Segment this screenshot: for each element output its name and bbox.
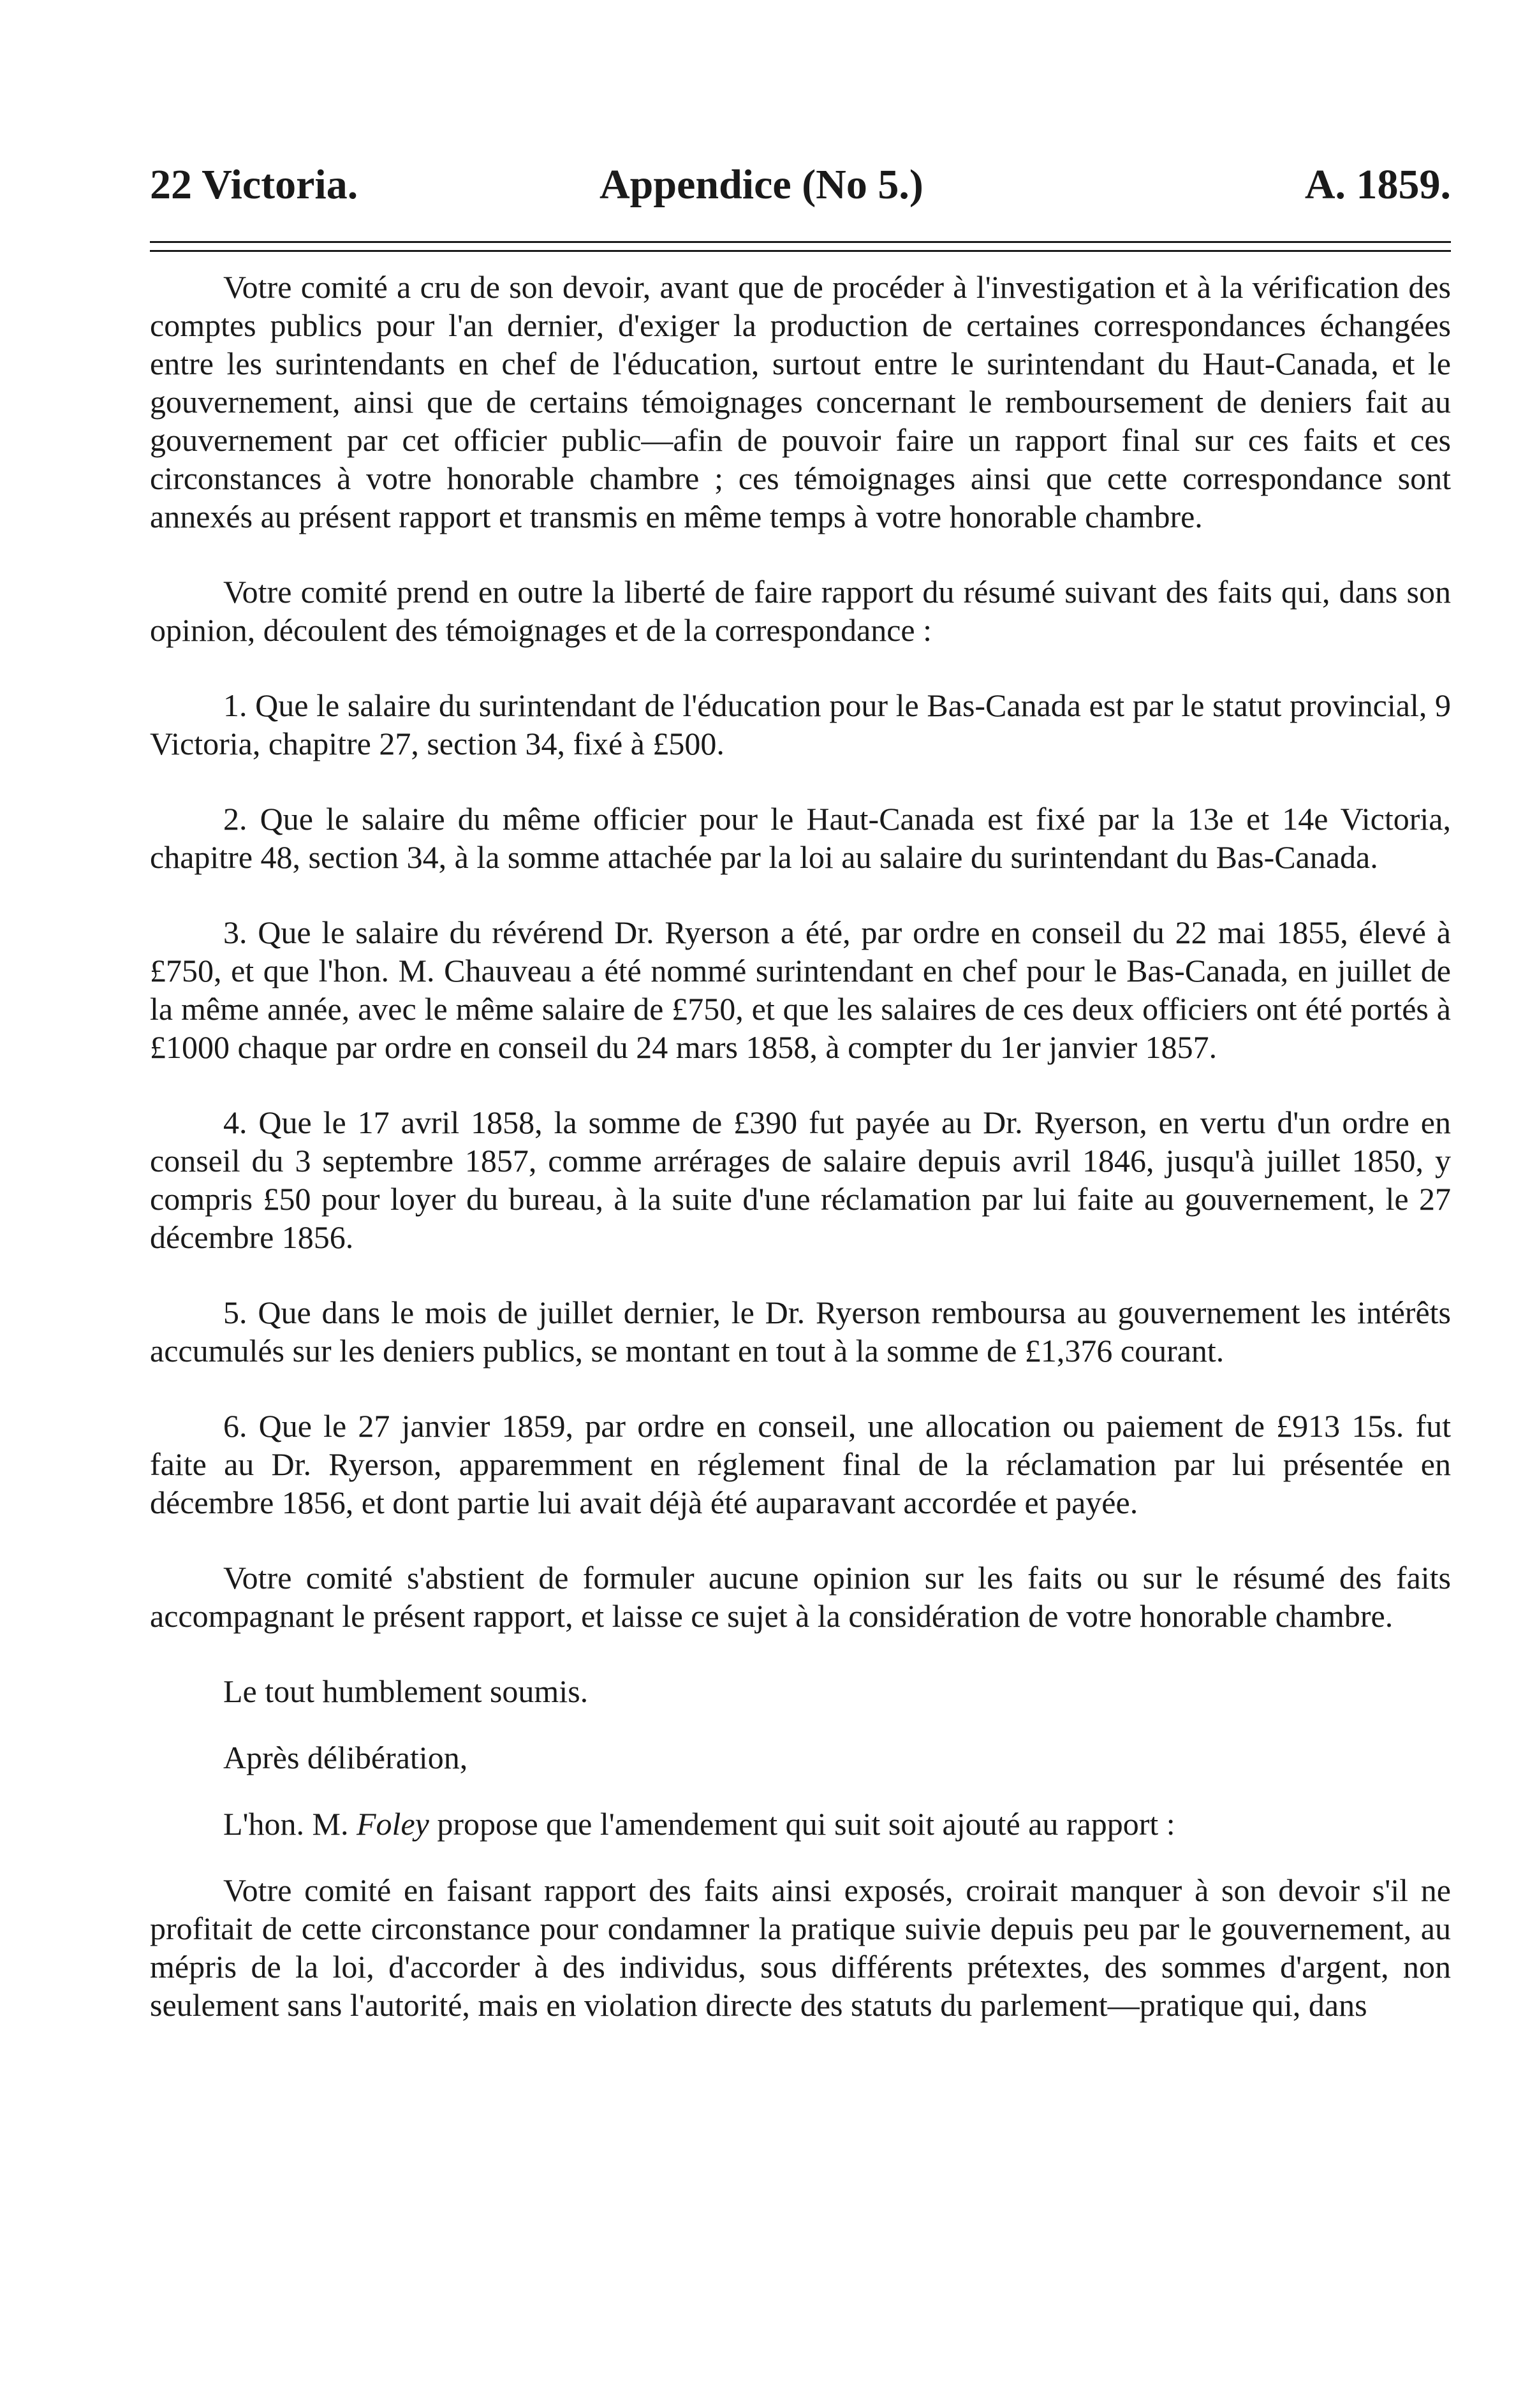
paragraph-abstention: Votre comité s'abstient de formuler aucune opinion sur les faits ou sur le résumé des faits accompagnant le présent rapport, et laisse ce sujet à la considération de votre honorable chambre. <box>150 1560 1451 1634</box>
motion-member-name: Foley <box>357 1806 429 1842</box>
motion-prefix: L'hon. M. <box>223 1806 357 1842</box>
header-rule-top <box>150 241 1451 243</box>
header-year: A. 1859. <box>1304 161 1451 208</box>
page-header <box>150 156 1451 214</box>
header-appendix: Appendice (No 5.) <box>599 161 923 208</box>
paragraph-item-3: 3. Que le salaire du révérend Dr. Ryerson a été, par ordre en conseil du 22 mai 1855, élevé à £750, et que l'hon. M. Chauveau a été nommé surintendant en chef pour le Bas-Canada, en juillet de la même année, avec le même salaire de £750, et que les salaires de ces deux officiers ont été portés à £1000 chaque par ordre en conseil du 24 mars 1858, à compter du 1er janvier 1857. <box>150 914 1451 1065</box>
paragraph-item-2: 2. Que le salaire du même officier pour le Haut-Canada est fixé par la 13e et 14e Victoria, chapitre 48, section 34, à la somme attachée par la loi au salaire du surintendant du Bas-Canada. <box>150 801 1451 875</box>
paragraph-intro: Votre comité a cru de son devoir, avant que de procéder à l'investigation et à la vérification des comptes publics pour l'an dernier, d'exiger la production de certaines correspondances échangées entre les surintendants en chef de l'éducation, surtout entre le surintendant du Haut-Canada, et le gouvernement, ainsi que de certains témoignages concernant le remboursement de deniers fait au gouvernement par cet officier public—afin de pouvoir faire un rapport final sur ces faits et ces circonstances à votre honorable chambre ; ces témoignages ainsi que cette correspondance sont annexés au présent rapport et transmis en même temps à votre honorable chambre. <box>150 269 1451 534</box>
paragraph-motion <box>150 1805 1451 1843</box>
header-rule-bottom <box>150 250 1451 252</box>
paragraph-deliberation: Après délibération, <box>223 1740 468 1775</box>
paragraph-summary-lead: Votre comité prend en outre la liberté de faire rapport du résumé suivant des faits qui, dans son opinion, découlent des témoignages et de la correspondance : <box>150 574 1451 648</box>
header-session: 22 Victoria. <box>150 161 358 208</box>
paragraph-item-6: 6. Que le 27 janvier 1859, par ordre en conseil, une allocation ou paiement de £913 15s. fut faite au Dr. Ryerson, apparemment en réglement final de la réclamation par lui présentée en décembre 1856, et dont partie lui avait déjà été auparavant accordée et payée. <box>150 1408 1451 1520</box>
motion-suffix: propose que l'amendement qui suit soit ajouté au rapport : <box>429 1806 1175 1842</box>
paragraph-amendment: Votre comité en faisant rapport des faits ainsi exposés, croirait manquer à son devoir s'il ne profitait de cette circonstance pour condamner la pratique suivie depuis peu par le gouvernement, au mépris de la loi, d'accorder à des individus, sous différents prétextes, des sommes d'argent, non seulement sans l'autorité, mais en violation directe des statuts du parlement—pratique qui, dans <box>150 1872 1451 2023</box>
paragraph-item-5: 5. Que dans le mois de juillet dernier, le Dr. Ryerson remboursa au gouvernement les intérêts accumulés sur les deniers publics, se montant en tout à la somme de £1,376 courant. <box>150 1295 1451 1369</box>
paragraph-item-1: 1. Que le salaire du surintendant de l'éducation pour le Bas-Canada est par le statut provincial, 9 Victoria, chapitre 27, section 34, fixé à £500. <box>150 687 1451 761</box>
report-body <box>150 268 1451 2024</box>
paragraph-submitted: Le tout humblement soumis. <box>223 1673 589 1709</box>
paragraph-item-4: 4. Que le 17 avril 1858, la somme de £390 fut payée au Dr. Ryerson, en vertu d'un ordre en conseil du 3 septembre 1857, comme arrérages de salaire depuis avril 1846, jusqu'à juillet 1850, y compris £50 pour loyer du bureau, à la suite d'une réclamation par lui faite au gouvernement, le 27 décembre 1856. <box>150 1105 1451 1255</box>
